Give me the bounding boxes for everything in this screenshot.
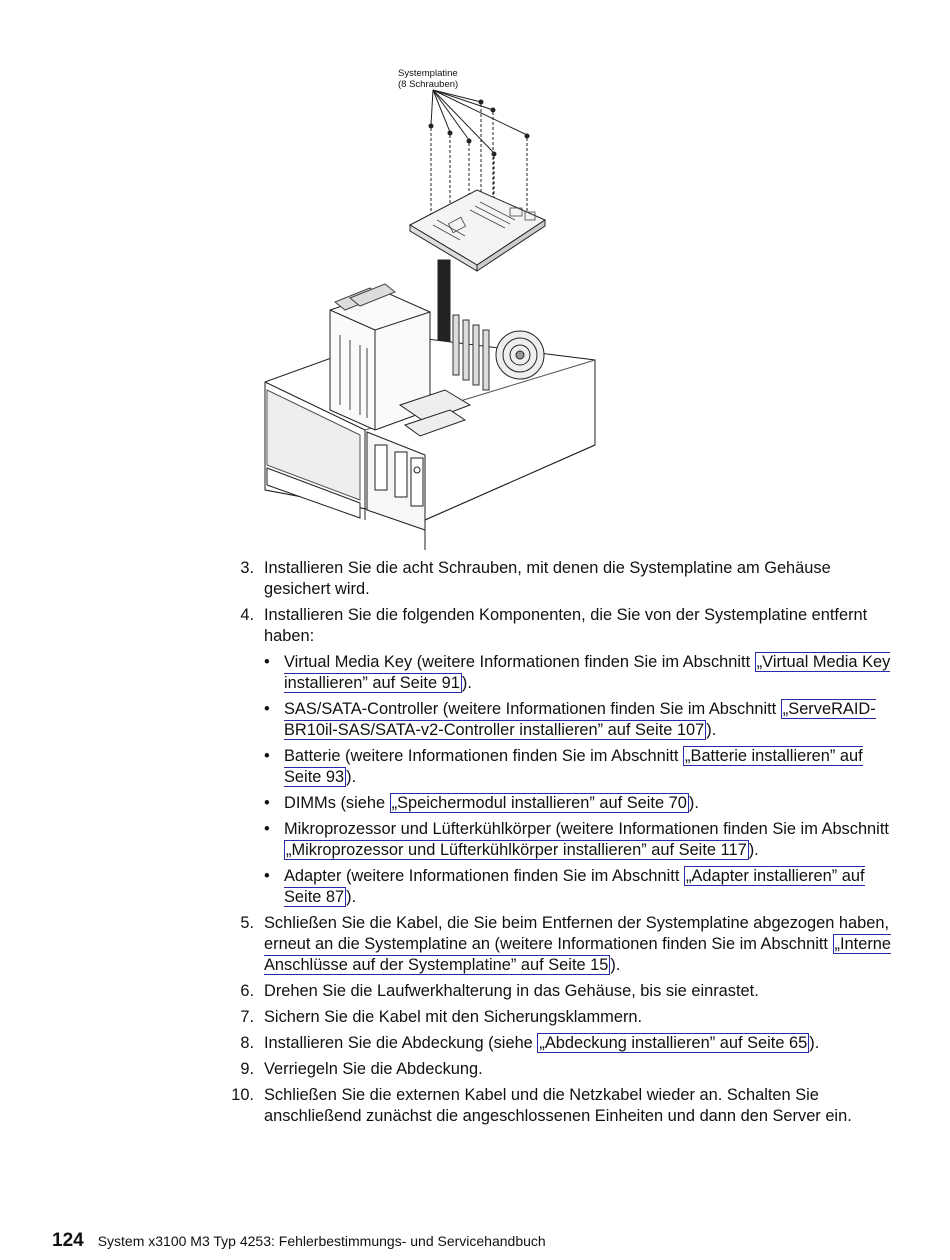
bullet-icon: • — [264, 867, 270, 885]
component-item — [264, 699, 892, 741]
cross-reference-link[interactable]: „Mikroprozessor und Lüfterkühlkörper installieren” auf Seite 117 — [286, 841, 747, 859]
document-title: System x3100 M3 Typ 4253: Fehlerbestimmungs- und Servicehandbuch — [97, 1233, 546, 1249]
step-number: 7. — [240, 1008, 254, 1026]
step-text: Installieren Sie die folgenden Komponenten, die Sie von der Systemplatine entfernt haben: — [264, 606, 868, 645]
bullet-icon: • — [264, 794, 270, 812]
component-text-end: ). — [346, 768, 357, 786]
steps-list — [224, 558, 892, 1127]
component-item — [264, 866, 892, 908]
component-text: Virtual Media Key (weitere Informationen finden Sie im Abschnitt — [284, 653, 755, 671]
component-text: SAS/SATA-Controller (weitere Informationen finden Sie im Abschnitt — [284, 700, 781, 718]
cross-reference-link[interactable]: „Interne Anschlüsse auf der Systemplatine” auf Seite 15 — [264, 935, 892, 974]
step-text-end: ). — [809, 1034, 820, 1052]
step-item — [224, 558, 892, 600]
step-number: 10. — [231, 1086, 254, 1104]
step-item — [224, 1059, 892, 1080]
step-item — [224, 1085, 892, 1127]
cross-reference-link[interactable]: „ServeRAID-BR10il-SAS/SATA-v2-Controller installieren” auf Seite 107 — [284, 700, 876, 739]
step-text: Installieren Sie die Abdeckung (siehe — [264, 1034, 538, 1052]
step-text: Verriegeln Sie die Abdeckung. — [264, 1060, 483, 1078]
bullet-icon: • — [264, 700, 270, 718]
step-item — [224, 981, 892, 1002]
component-item — [264, 652, 892, 694]
component-item — [264, 746, 892, 788]
step-item — [224, 1033, 892, 1054]
step-item — [224, 605, 892, 908]
component-text: DIMMs (siehe — [284, 794, 390, 812]
component-text: Adapter (weitere Informationen finden Sie im Abschnitt — [284, 867, 684, 885]
system-board-illustration — [255, 60, 605, 550]
callout-label-line2: (8 Schrauben) — [398, 79, 459, 90]
page-number: 124 — [52, 1230, 84, 1251]
component-text-end: ). — [461, 674, 472, 692]
component-text: Batterie (weitere Informationen finden Sie im Abschnitt — [284, 747, 684, 765]
callout-label-line1: Systemplatine — [398, 68, 458, 79]
bullet-icon: • — [264, 747, 270, 765]
component-item — [264, 793, 892, 814]
component-text-end: ). — [706, 721, 717, 739]
step-text-end: ). — [610, 956, 621, 974]
step-text: Drehen Sie die Laufwerkhalterung in das Gehäuse, bis sie einrastet. — [264, 982, 759, 1000]
cross-reference-link[interactable]: „Batterie installieren” auf Seite 93 — [284, 747, 863, 786]
step-number: 5. — [240, 914, 254, 932]
page-footer — [52, 1230, 546, 1252]
step-text: Schließen Sie die Kabel, die Sie beim Entfernen der Systemplatine abgezogen haben, erneut an die Systemplatine an (weitere Informationen finden Sie im Abschnitt — [264, 914, 890, 953]
component-text-end: ). — [748, 841, 759, 859]
cross-reference-link[interactable]: „Virtual Media Key installieren” auf Seite 91 — [284, 653, 891, 692]
cross-reference-link[interactable]: „Abdeckung installieren” auf Seite 65 — [539, 1034, 808, 1052]
step-item — [224, 1007, 892, 1028]
step-number: 9. — [240, 1060, 254, 1078]
step-text: Sichern Sie die Kabel mit den Sicherungsklammern. — [264, 1008, 643, 1026]
cross-reference-link[interactable]: „Speichermodul installieren” auf Seite 70 — [391, 794, 687, 812]
step-number: 6. — [240, 982, 254, 1000]
bullet-icon: • — [264, 653, 270, 671]
step-item — [224, 913, 892, 976]
component-list — [264, 652, 892, 908]
step-text: Schließen Sie die externen Kabel und die Netzkabel wieder an. Schalten Sie anschließend zunächst die angeschlossenen Einheiten und dann den Server ein. — [264, 1086, 852, 1125]
component-text: Mikroprozessor und Lüfterkühlkörper (weitere Informationen finden Sie im Abschnitt — [284, 820, 889, 838]
step-number: 3. — [240, 559, 254, 577]
server-chassis-drawing — [255, 60, 605, 550]
step-text: Installieren Sie die acht Schrauben, mit denen die Systemplatine am Gehäuse gesichert wird. — [264, 559, 831, 598]
component-text-end: ). — [688, 794, 699, 812]
cross-reference-link[interactable]: „Adapter installieren” auf Seite 87 — [284, 867, 865, 906]
step-number: 8. — [240, 1034, 254, 1052]
step-number: 4. — [240, 606, 254, 624]
component-item — [264, 819, 892, 861]
procedure-text — [224, 558, 892, 1132]
bullet-icon: • — [264, 820, 270, 838]
component-text-end: ). — [346, 888, 357, 906]
